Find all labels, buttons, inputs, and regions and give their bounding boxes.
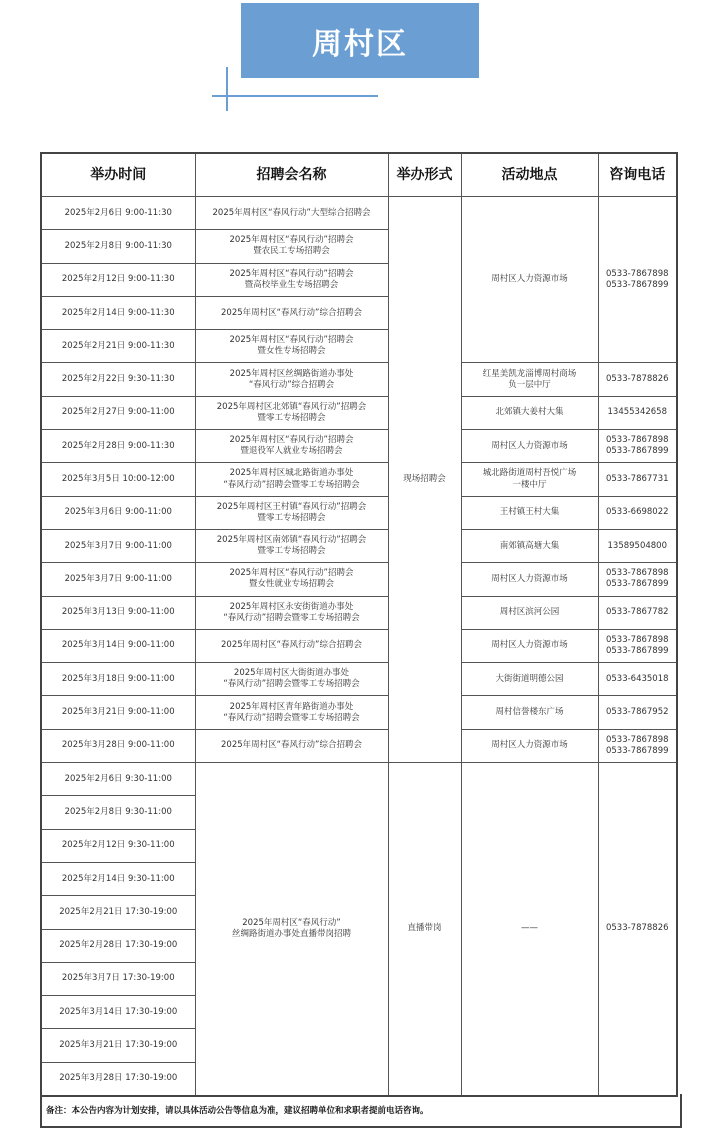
event-time: 2025年3月28日 9:00-11:00 [41,729,195,762]
event-time: 2025年3月5日 10:00-12:00 [41,463,195,496]
event-name: 2025年周村区永安街街道办事处 “春风行动”招聘会暨零工专场招聘会 [195,596,388,629]
event-phone: 0533-7867782 [598,596,677,629]
event-phone: 0533-7878826 [598,363,677,396]
event-name: 2025年周村区“春风行动”综合招聘会 [195,729,388,762]
event-name: 2025年周村区“春风行动”综合招聘会 [195,629,388,662]
event-name: 2025年周村区“春风行动” 丝绸路街道办事处直播带岗招聘 [195,763,388,1096]
event-format: 现场招聘会 [388,197,461,763]
district-title-banner [241,3,479,78]
event-time: 2025年3月13日 9:00-11:00 [41,596,195,629]
event-location: 北郊镇大姜村大集 [461,396,598,429]
event-location: 周村区人力资源市场 [461,729,598,762]
header-location: 活动地点 [461,153,598,197]
event-location: 南郊镇高塘大集 [461,529,598,562]
event-location: 大街街道明德公园 [461,663,598,696]
table-row [41,596,677,629]
table-row [41,763,677,796]
event-time: 2025年2月27日 9:00-11:00 [41,396,195,429]
event-name: 2025年周村区“春风行动”招聘会 暨高校毕业生专场招聘会 [195,263,388,296]
district-title: 周村区 [312,26,408,62]
event-phone: 0533-7867898 0533-7867899 [598,197,677,363]
header-fair-name: 招聘会名称 [195,153,388,197]
event-phone: 0533-7867898 0533-7867899 [598,729,677,762]
event-time: 2025年2月14日 9:00-11:30 [41,296,195,329]
table-row [41,663,677,696]
event-name: 2025年周村区“春风行动”招聘会 暨农民工专场招聘会 [195,230,388,263]
table-row [41,197,677,230]
event-location: 红星美凯龙淄博周村商场 负一层中厅 [461,363,598,396]
event-time: 2025年3月7日 17:30-19:00 [41,962,195,995]
table-row [41,496,677,529]
event-format: 直播带岗 [388,763,461,1096]
table-header-row [41,153,677,197]
table-row [41,696,677,729]
event-name: 2025年周村区“春风行动”招聘会 暨退役军人就业专场招聘会 [195,430,388,463]
table-row [41,629,677,662]
event-time: 2025年3月21日 17:30-19:00 [41,1029,195,1062]
event-time: 2025年2月8日 9:30-11:00 [41,796,195,829]
event-time: 2025年2月6日 9:00-11:30 [41,197,195,230]
decorative-line-vertical [226,67,228,111]
event-time: 2025年3月14日 9:00-11:00 [41,629,195,662]
event-phone: 0533-7867898 0533-7867899 [598,629,677,662]
event-time: 2025年2月12日 9:30-11:00 [41,829,195,862]
event-phone: 0533-6435018 [598,663,677,696]
event-time: 2025年3月6日 9:00-11:00 [41,496,195,529]
event-location: 周村区人力资源市场 [461,430,598,463]
event-location: 周村区人力资源市场 [461,629,598,662]
header-time: 举办时间 [41,153,195,197]
event-time: 2025年3月7日 9:00-11:00 [41,529,195,562]
event-location: 王村镇王村大集 [461,496,598,529]
event-name: 2025年周村区南郊镇“春风行动”招聘会 暨零工专场招聘会 [195,529,388,562]
table-body [41,197,677,1096]
header-format: 举办形式 [388,153,461,197]
event-time: 2025年2月14日 9:30-11:00 [41,862,195,895]
event-time: 2025年2月28日 17:30-19:00 [41,929,195,962]
event-location: 城北路街道周村吾悦广场 一楼中厅 [461,463,598,496]
event-time: 2025年2月21日 17:30-19:00 [41,896,195,929]
table-row [41,363,677,396]
event-time: 2025年3月7日 9:00-11:00 [41,563,195,596]
event-time: 2025年2月21日 9:00-11:30 [41,330,195,363]
event-name: 2025年周村区青年路街道办事处 “春风行动”招聘会暨零工专场招聘会 [195,696,388,729]
event-time: 2025年2月8日 9:00-11:30 [41,230,195,263]
table-row [41,529,677,562]
event-name: 2025年周村区“春风行动”大型综合招聘会 [195,197,388,230]
event-location: 周村信誉楼东广场 [461,696,598,729]
header-phone: 咨询电话 [598,153,677,197]
event-time: 2025年3月28日 17:30-19:00 [41,1062,195,1095]
table-row [41,430,677,463]
footnote [40,1094,682,1128]
event-location: 周村区人力资源市场 [461,197,598,363]
event-time: 2025年2月6日 9:30-11:00 [41,763,195,796]
event-location: 周村区人力资源市场 [461,563,598,596]
event-time: 2025年3月14日 17:30-19:00 [41,996,195,1029]
event-phone: 0533-7867952 [598,696,677,729]
footnote-text: 备注：本公告内容为计划安排，请以具体活动公告等信息为准，建议招聘单位和求职者提前电话咨询。 [46,1106,429,1116]
table-row [41,563,677,596]
event-phone: 0533-7867898 0533-7867899 [598,430,677,463]
event-phone: 0533-6698022 [598,496,677,529]
table-row [41,729,677,762]
event-name: 2025年周村区“春风行动”综合招聘会 [195,296,388,329]
event-phone: 0533-7867731 [598,463,677,496]
job-fair-schedule-table [40,152,678,1097]
event-phone: 13455342658 [598,396,677,429]
event-name: 2025年周村区“春风行动”招聘会 暨女性就业专场招聘会 [195,563,388,596]
event-location: —— [461,763,598,1096]
event-name: 2025年周村区王村镇“春风行动”招聘会 暨零工专场招聘会 [195,496,388,529]
event-phone: 13589504800 [598,529,677,562]
event-location: 周村区滨河公园 [461,596,598,629]
event-name: 2025年周村区城北路街道办事处 “春风行动”招聘会暨零工专场招聘会 [195,463,388,496]
event-phone: 0533-7867898 0533-7867899 [598,563,677,596]
event-name: 2025年周村区“春风行动”招聘会 暨女性专场招聘会 [195,330,388,363]
event-time: 2025年2月12日 9:00-11:30 [41,263,195,296]
table-row [41,396,677,429]
event-name: 2025年周村区大街街道办事处 “春风行动”招聘会暨零工专场招聘会 [195,663,388,696]
event-name: 2025年周村区北郊镇“春风行动”招聘会 暨零工专场招聘会 [195,396,388,429]
decorative-line-horizontal [212,95,378,97]
event-time: 2025年3月21日 9:00-11:00 [41,696,195,729]
event-name: 2025年周村区丝绸路街道办事处 “春风行动”综合招聘会 [195,363,388,396]
event-time: 2025年3月18日 9:00-11:00 [41,663,195,696]
table-row [41,463,677,496]
event-time: 2025年2月22日 9:30-11:30 [41,363,195,396]
event-phone: 0533-7878826 [598,763,677,1096]
event-time: 2025年2月28日 9:00-11:30 [41,430,195,463]
